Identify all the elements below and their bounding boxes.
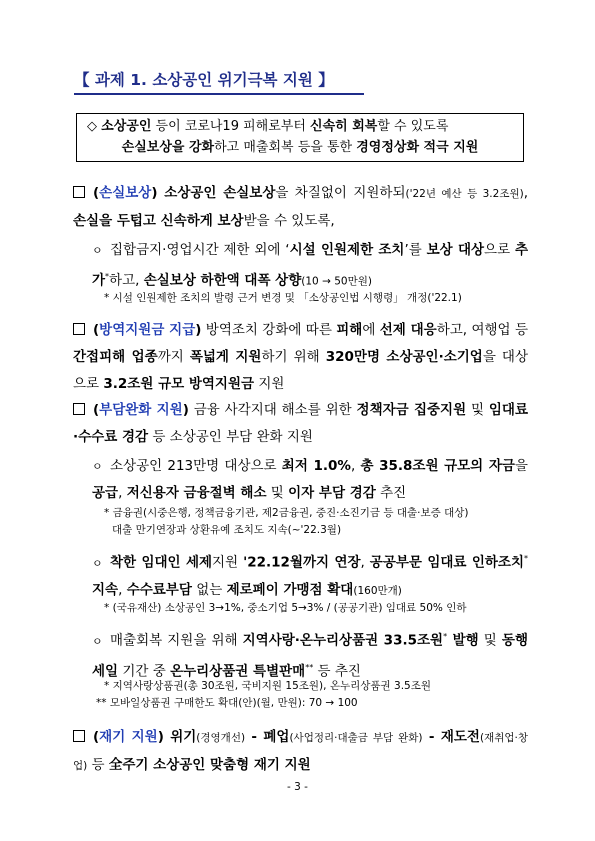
sub-item-gift-certificate xyxy=(92,624,528,684)
text: 최저 1.0% xyxy=(281,458,351,474)
checkbox-square-icon xyxy=(73,186,85,198)
summary-line-2 xyxy=(77,138,523,158)
text: 이자 부담 경감 xyxy=(288,485,376,501)
footnote-mark: ** xyxy=(305,662,314,672)
text: 3.2조원 규모 방역지원금 xyxy=(103,376,255,392)
footnote: 대출 만기연장과 상환유예 조치도 지속(~'22.3월) xyxy=(112,524,342,536)
text: ’를 xyxy=(404,242,427,258)
summary-text: 손실보상을 강화 xyxy=(121,140,215,155)
text: 위기 xyxy=(163,729,197,745)
text: 으로 xyxy=(484,242,515,258)
text: , xyxy=(118,581,127,598)
text: , xyxy=(118,485,127,501)
text: 손실을 두텁고 신속하게 보상 xyxy=(73,213,244,229)
summary-text: 하고 매출회복 등을 통한 xyxy=(214,140,357,155)
section-loss-compensation: (손실보상) 소상공인 손실보상을 차질없이 지원하되('22년 예산 등 3.2조원), 손실을 두텁고 신속하게 보상받을 수 있도록, xyxy=(73,185,528,229)
text: 추가 xyxy=(92,242,529,289)
text: 매출회복 지원을 위해 xyxy=(110,632,243,649)
bullet-icon: ㅇ xyxy=(92,460,103,473)
summary-text: 등이 코로나19 피해로부터 xyxy=(151,119,311,134)
text: (160만개) xyxy=(353,584,402,597)
text: 방역조치 강화에 따른 xyxy=(201,322,337,338)
footnote: * 시설 인원제한 조치의 발령 근거 변경 및 「소상공인법 시행령」 개정('22.1) xyxy=(104,292,462,304)
text: 지역사랑·온누리상품권 33.5조원 xyxy=(242,632,444,649)
title-bracket-close: 】 xyxy=(318,71,334,89)
text: 및 xyxy=(466,402,489,418)
text: 보상 대상 xyxy=(426,242,485,258)
text: 총 35.8조원 규모의 자금 xyxy=(360,458,515,474)
section-tag: 방역지원금 지급 xyxy=(99,322,196,338)
checkbox-square-icon xyxy=(73,730,85,742)
footnote: * 금융권(시중은행, 정책금융기관, 제2금융권, 중진·소진기금 등 대출·보증 대상) xyxy=(104,507,469,519)
text: 지원 xyxy=(254,376,285,392)
text: 및 xyxy=(266,485,289,501)
section-quarantine-fund: (방역지원금 지급) 방역조치 강화에 따른 피해에 선제 대응하고, 여행업 등 간접피해 업종까지 폭넓게 지원하기 위해 320만명 소상공인·소기업을 대상으로 3.2조원 규모 방역지원금 지원 xyxy=(73,322,529,392)
section-tag: 부담완화 지원 xyxy=(99,402,183,418)
text: 320만명 소상공인·소기업 xyxy=(325,349,483,365)
text: 제로페이 가맹점 확대 xyxy=(226,581,354,598)
section-title xyxy=(74,68,364,95)
text: 간접피해 업종 xyxy=(73,349,158,365)
text: 하고, 여행업 등 xyxy=(436,322,528,338)
text: 집합금지·영업시간 제한 외에 ‘ xyxy=(110,242,290,258)
bullet-icon: ㅇ xyxy=(92,556,103,570)
text: 공급 xyxy=(92,485,119,501)
text: 발행 xyxy=(447,632,479,649)
text: 임대료·수수료 경감 xyxy=(73,402,529,445)
text: , xyxy=(360,554,370,571)
text: - 재도전 xyxy=(422,729,480,745)
page-number: - 3 - xyxy=(287,781,308,793)
text: 기간 중 xyxy=(118,663,171,679)
text: , xyxy=(350,458,361,474)
text: , xyxy=(523,185,528,201)
diamond-icon: ◇ xyxy=(87,119,97,134)
footnote-mark: * xyxy=(105,272,110,281)
text: 추진 xyxy=(375,485,407,501)
text: 공공부문 임대료 인하조치 xyxy=(369,554,525,571)
bullet-icon: ㅇ xyxy=(92,244,103,257)
text: 금융 사각지대 해소를 위한 xyxy=(188,402,357,418)
text: 지속 xyxy=(92,581,119,598)
text: 지원 xyxy=(212,554,244,571)
footnote: * 지역사랑상품권(총 30조원, 국비지원 15조원), 온누리상품권 3.5조원 xyxy=(104,680,431,692)
text: 까지 xyxy=(157,349,190,365)
text: '22.12월까지 연장 xyxy=(243,554,361,571)
title-text: 과제 1. 소상공인 위기극복 지원 xyxy=(94,71,313,89)
sub-item-rent-relief xyxy=(92,546,528,604)
section-burden-relief: (부담완화 지원) 금융 사각지대 해소를 위한 정책자금 집중지원 및 임대료·수수료 경감 등 소상공인 부담 완화 지원 xyxy=(73,402,529,445)
text: 정책자금 집중지원 xyxy=(356,402,467,418)
text: 에 xyxy=(362,322,380,338)
text: 받을 수 있도록, xyxy=(243,213,335,229)
text: 을 xyxy=(514,458,528,474)
text: - 폐업 xyxy=(245,729,290,745)
title-bracket-open: 【 xyxy=(74,71,90,89)
text: 등 추진 xyxy=(313,663,361,679)
text: 저신용자 금융절벽 해소 xyxy=(126,485,267,501)
summary-line-1 xyxy=(87,117,448,137)
text: 착한 임대인 세제 xyxy=(110,554,213,571)
summary-text: 경영정상화 적극 지원 xyxy=(356,140,479,155)
section-tag: 재기 지원 xyxy=(99,729,158,745)
text: 및 xyxy=(478,632,502,649)
summary-text: 소상공인 xyxy=(101,119,152,134)
footnote: * (국유재산) 소상공인 3→1%, 중소기업 5→3% / (공공기관) 임대료 50% 인하 xyxy=(104,602,467,614)
text: (재취업·창업) xyxy=(73,732,528,772)
checkbox-square-icon xyxy=(73,323,85,335)
text: 수수료부담 xyxy=(126,581,192,598)
text: 온누리상품권 특별판매 xyxy=(170,663,306,679)
text: 을 대상으로 xyxy=(73,349,529,392)
text: ('22년 예산 등 3.2조원) xyxy=(405,188,524,200)
bullet-icon: ㅇ xyxy=(92,634,103,648)
text: 없는 xyxy=(191,581,227,598)
text: 하기 위해 xyxy=(261,349,326,365)
text: 동행세일 xyxy=(92,632,528,679)
text: 소상공인 손실보상 xyxy=(157,185,276,201)
text: 全주기 소상공인 맞춤형 재기 지원 xyxy=(108,757,311,773)
sub-item-facility-limit xyxy=(92,237,528,295)
checkbox-square-icon xyxy=(73,403,85,415)
text: 피해 xyxy=(336,322,363,338)
text: 소상공인 213만명 대상으로 xyxy=(110,458,282,474)
text: 등 소상공인 부담 완화 지원 xyxy=(148,429,313,445)
text: 손실보상 하한액 대폭 상향 xyxy=(143,272,302,289)
text: 선제 대응 xyxy=(379,322,437,338)
text: (10 → 50만원) xyxy=(301,275,372,288)
text: 하고, xyxy=(109,272,144,289)
footnote: ** 모바일상품권 구매한도 확대(안)(월, 만원): 70 → 100 xyxy=(96,697,358,709)
text: (사업정리·대출금 부담 완화) xyxy=(289,732,423,744)
summary-box xyxy=(76,113,524,162)
summary-text: 신속히 회복 xyxy=(310,119,378,134)
text: 폭넓게 지원 xyxy=(189,349,262,365)
text: 등 xyxy=(87,757,109,773)
footnote-mark: * xyxy=(524,554,529,563)
section-restart-support: (재기 지원) 위기(경영개선) - 폐업(사업정리·대출금 부담 완화) - 재도전(재취업·창업) 등 全주기 소상공인 맞춤형 재기 지원 xyxy=(73,729,528,773)
section-tag: 손실보상 xyxy=(99,185,152,201)
text: (경영개선) xyxy=(196,732,246,744)
summary-text: 할 수 있도록 xyxy=(377,119,449,134)
text: 을 차질없이 지원하되 xyxy=(275,185,406,201)
sub-item-policy-fund xyxy=(92,453,528,506)
text: 시설 인원제한 조치 xyxy=(289,242,405,258)
footnote-mark: * xyxy=(443,632,448,641)
